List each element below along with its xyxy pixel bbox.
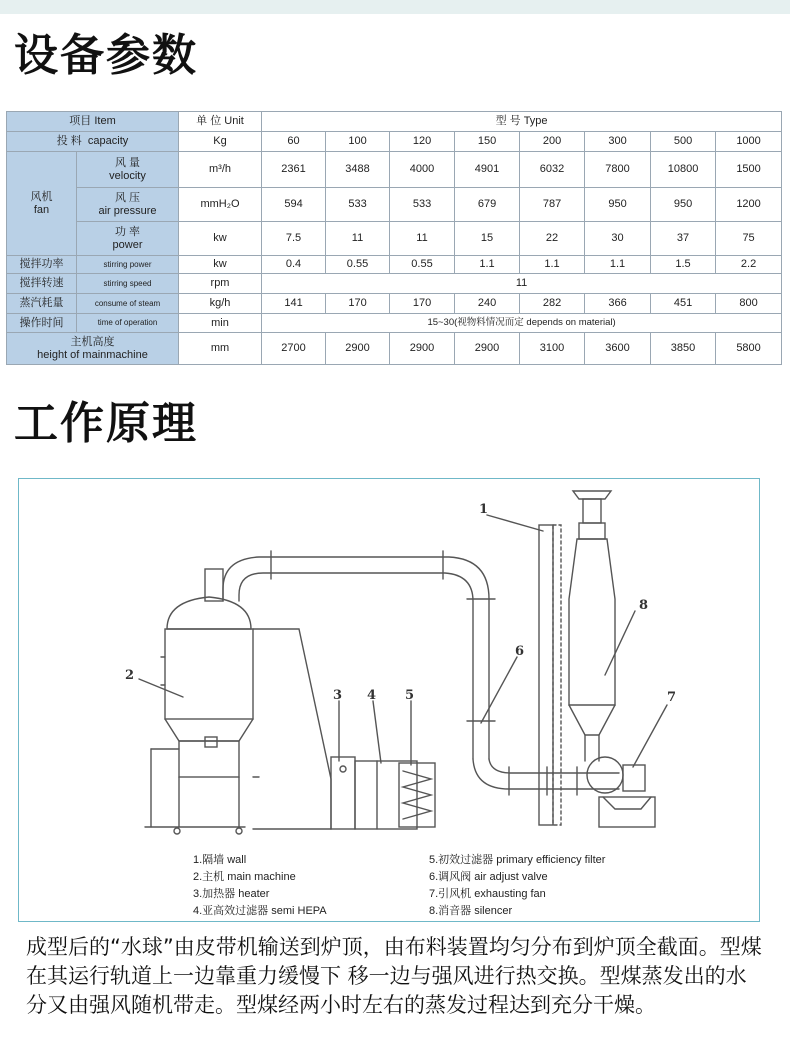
value-cell: 7.5 xyxy=(262,222,326,256)
row-label-air-pressure: 风 压 air pressure xyxy=(77,188,179,222)
unit-cell: m³/h xyxy=(179,152,262,188)
value-cell: 3488 xyxy=(326,152,390,188)
value-cell: 11 xyxy=(390,222,455,256)
value-cell: 282 xyxy=(520,294,585,314)
value-cell: 3100 xyxy=(520,333,585,365)
row-label-velocity: 风 量 velocity xyxy=(77,152,179,188)
value-cell: 150 xyxy=(455,132,520,152)
value-cell: 2900 xyxy=(326,333,390,365)
unit-cell: min xyxy=(179,314,262,333)
silencer-drawing xyxy=(569,491,615,761)
legend-item: 3.加热器 heater xyxy=(193,888,270,900)
type-header: 型 号 Type xyxy=(262,112,782,132)
value-cell: 451 xyxy=(651,294,716,314)
table-header-row xyxy=(7,112,782,132)
value-cell: 2900 xyxy=(455,333,520,365)
diagram-legend xyxy=(193,852,606,917)
unit-cell: kw xyxy=(179,256,262,274)
row-label-fan: 风机 fan xyxy=(7,152,77,256)
value-cell-merged: 15~30(视物料情况而定 depends on material) xyxy=(262,314,782,333)
value-cell: 2700 xyxy=(262,333,326,365)
table-row-stirring-speed xyxy=(7,274,782,294)
unit-cell: Kg xyxy=(179,132,262,152)
table-row-stirring-power xyxy=(7,256,782,274)
value-cell: 7800 xyxy=(585,152,651,188)
value-cell: 300 xyxy=(585,132,651,152)
table-row-velocity xyxy=(7,152,782,188)
value-cell: 787 xyxy=(520,188,585,222)
value-cell: 1500 xyxy=(716,152,782,188)
value-cell: 5800 xyxy=(716,333,782,365)
unit-cell: kg/h xyxy=(179,294,262,314)
callout-7: 7 xyxy=(667,690,677,705)
value-cell: 1.5 xyxy=(651,256,716,274)
value-cell: 60 xyxy=(262,132,326,152)
housing-drawing xyxy=(253,629,331,829)
legend-item: 2.主机 main machine xyxy=(193,871,296,883)
section-title-principle: 工作原理 xyxy=(14,398,198,449)
legend-item: 6.调风阀 air adjust valve xyxy=(429,871,548,883)
value-cell-merged: 11 xyxy=(262,274,782,294)
bottom-duct-drawing xyxy=(473,759,619,795)
value-cell: 500 xyxy=(651,132,716,152)
callout-6: 6 xyxy=(515,644,525,659)
top-bar xyxy=(0,0,790,14)
value-cell: 1.1 xyxy=(585,256,651,274)
main-machine-drawing xyxy=(145,569,253,834)
value-cell: 100 xyxy=(326,132,390,152)
value-cell: 170 xyxy=(390,294,455,314)
row-label-steam: 蒸汽耗量 xyxy=(7,294,77,314)
value-cell: 6032 xyxy=(520,152,585,188)
row-label-operation-time-en: time of operation xyxy=(77,314,179,333)
value-cell: 2.2 xyxy=(716,256,782,274)
unit-cell: mmH₂O xyxy=(179,188,262,222)
unit-header: 单 位 Unit xyxy=(179,112,262,132)
callout-5: 5 xyxy=(405,688,415,703)
value-cell: 950 xyxy=(651,188,716,222)
value-cell: 800 xyxy=(716,294,782,314)
legend-item: 4.亚高效过滤器 semi HEPA xyxy=(193,905,327,917)
row-label-height: 主机高度 height of mainmachine xyxy=(7,333,179,365)
value-cell: 4000 xyxy=(390,152,455,188)
table-row-air-pressure xyxy=(7,188,782,222)
callout-3: 3 xyxy=(333,688,343,703)
value-cell: 1.1 xyxy=(520,256,585,274)
row-label-capacity: 投 料 capacity xyxy=(7,132,179,152)
legend-item: 5.初效过滤器 primary efficiency filter xyxy=(429,854,606,866)
value-cell: 1000 xyxy=(716,132,782,152)
value-cell: 30 xyxy=(585,222,651,256)
table-row-steam xyxy=(7,294,782,314)
section-title-specs: 设备参数 xyxy=(14,30,198,81)
spec-table xyxy=(6,111,782,365)
item-header: 项目 Item xyxy=(7,112,179,132)
unit-cell: rpm xyxy=(179,274,262,294)
brick-wall-drawing xyxy=(539,525,561,825)
value-cell: 200 xyxy=(520,132,585,152)
value-cell: 75 xyxy=(716,222,782,256)
unit-cell: kw xyxy=(179,222,262,256)
value-cell: 22 xyxy=(520,222,585,256)
top-duct-drawing xyxy=(223,551,495,759)
leader-lines xyxy=(139,515,667,767)
value-cell: 1200 xyxy=(716,188,782,222)
value-cell: 2361 xyxy=(262,152,326,188)
value-cell: 11 xyxy=(326,222,390,256)
value-cell: 170 xyxy=(326,294,390,314)
value-cell: 679 xyxy=(455,188,520,222)
value-cell: 533 xyxy=(326,188,390,222)
table-row-height xyxy=(7,333,782,365)
value-cell: 0.4 xyxy=(262,256,326,274)
value-cell: 2900 xyxy=(390,333,455,365)
legend-item: 1.隔墙 wall xyxy=(193,854,247,866)
value-cell: 3850 xyxy=(651,333,716,365)
fan-drawing xyxy=(587,757,655,827)
spec-table-container xyxy=(6,111,781,364)
row-label-stirring-power: 搅拌功率 xyxy=(7,256,77,274)
value-cell: 240 xyxy=(455,294,520,314)
value-cell: 594 xyxy=(262,188,326,222)
value-cell: 0.55 xyxy=(390,256,455,274)
table-row-capacity xyxy=(7,132,782,152)
principle-description: 成型后的“水球”由皮带机输送到炉顶，由布料装置均匀分布到炉顶全截面。型煤在其运行轨道上一边靠重力缓慢下 移一边与强风进行热交换。型煤蒸发出的水分又由强风随机带走。型煤经两小时左右的蒸发过程达到充分干燥。 xyxy=(26,935,762,1017)
value-cell: 4901 xyxy=(455,152,520,188)
diagram-drawing xyxy=(19,479,759,921)
row-label-power: 功 率 power xyxy=(77,222,179,256)
table-row-power xyxy=(7,222,782,256)
row-label-stirring-power-en: stirring power xyxy=(77,256,179,274)
value-cell: 3600 xyxy=(585,333,651,365)
unit-cell: mm xyxy=(179,333,262,365)
row-label-operation-time: 操作时间 xyxy=(7,314,77,333)
row-label-steam-en: consume of steam xyxy=(77,294,179,314)
legend-item: 8.消音器 silencer xyxy=(429,905,513,917)
value-cell: 366 xyxy=(585,294,651,314)
value-cell: 1.1 xyxy=(455,256,520,274)
value-cell: 10800 xyxy=(651,152,716,188)
value-cell: 141 xyxy=(262,294,326,314)
callout-4: 4 xyxy=(367,688,377,703)
value-cell: 533 xyxy=(390,188,455,222)
value-cell: 0.55 xyxy=(326,256,390,274)
callout-labels xyxy=(125,502,676,705)
callout-1: 1 xyxy=(479,502,489,517)
callout-8: 8 xyxy=(639,598,649,613)
value-cell: 120 xyxy=(390,132,455,152)
filter-section-drawing xyxy=(331,757,435,829)
table-row-operation-time xyxy=(7,314,782,333)
value-cell: 950 xyxy=(585,188,651,222)
callout-2: 2 xyxy=(125,668,135,683)
legend-item: 7.引风机 exhausting fan xyxy=(429,888,546,900)
process-diagram xyxy=(18,478,760,922)
row-label-stirring-speed: 搅拌转速 xyxy=(7,274,77,294)
row-label-stirring-speed-en: stirring speed xyxy=(77,274,179,294)
value-cell: 37 xyxy=(651,222,716,256)
value-cell: 15 xyxy=(455,222,520,256)
